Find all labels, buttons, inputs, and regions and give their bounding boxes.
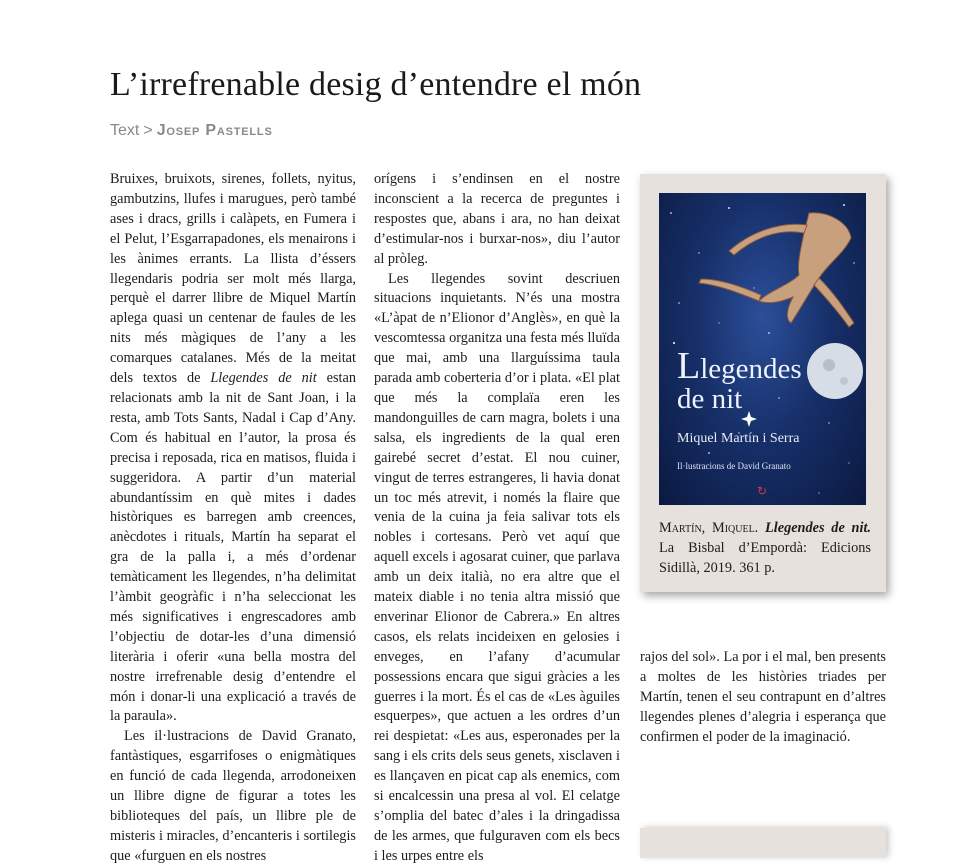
byline (110, 122, 273, 140)
caption-book-title: Llegendes de nit. (765, 520, 872, 536)
book-cover (659, 193, 866, 505)
cover-title (677, 345, 802, 415)
book-caption (659, 519, 871, 579)
paragraph: orígens i s’endinsen en el nostre inconscient a la recerca de preguntes i respostes que, abans i ara, no han deixat d’estimular-nos i burxar-nos», diu l’autor al pròleg. (374, 171, 620, 267)
book-card (640, 174, 886, 592)
cover-title-line2: de nit (677, 383, 743, 415)
paragraph: Les llegendes sovint descriuen situacions inquietants. N’és una mostra «L’àpat de n’Elionor d’Anglès», en què la vescomtessa organitza una festa més lluïda que mai, amb una llarguíssima taula parada amb coberteria d’or i plata. «El plat que més la complaïa eren les mandonguilles de carn magra, bolets i una salsa, els ingredients de la qual eren gairebé secret d’estat. El nou cuiner, vingut de terres estrangeres, li havia donat un toc més atrevit, i només la flaire que venia de la cuina ja feia salivar tots els nobles i cortesans. Però vet aquí que aquell excels i agosarat cuiner, que parlava amb un deix italià, no era altre que el mateix diable i no tenia altra missió que enverinar Elionor de Cabrera.» En altres casos, els relats incideixen en gelosies i enveges, en l’afany d’acumular possessions encara que sigui gràcies a les guerres i la mort. És el cas de «Les àguiles esquerpes», que actuen a les ordres d’un rei despietat: «Les aus, esperonades per la sang i els crits dels seus genets, xisclaven i es llançaven en picat cap als enemics, com si encalcessin una presa al vol. El celatge s’omplia del batec d’ales i la dringadissa de les armes, que fulguraven com els becs i les urpes entre els (374, 270, 620, 864)
cover-illustrator: Il·lustracions de David Granato (677, 461, 791, 471)
byline-author: Josep Pastells (156, 122, 273, 139)
byline-separator: > (143, 122, 153, 139)
article-column-1 (110, 170, 356, 864)
paragraph: Les il·lustracions de David Granato, fantàstiques, esgarrifoses o enigmàtiques en funció de cada llegenda, arrodoneixen un llibre digne de figurar a totes les biblioteques del país, un llibre ple de misteris i miracles, d’encanteris i sortilegis que «furguen en els nostres (110, 728, 356, 864)
caption-details: La Bisbal d’Empordà: Edicions Sidillà, 2019. 361 p. (659, 539, 871, 576)
cover-title-initial: L (677, 345, 701, 387)
article-column-2 (374, 170, 620, 864)
paragraph: rajos del sol». La por i el mal, ben presents a moltes de les històries triades per Martín, tenen el seu contrapunt en d’altres llegendes plenes d’alegria i esperança que confirmen el poder de la imaginació. (640, 649, 886, 745)
book-title-inline: Llegendes de nit (210, 370, 317, 387)
article-title: L’irrefrenable desig d’entendre el món (110, 66, 642, 103)
paragraph (110, 170, 356, 727)
cover-title-line1: legendes (700, 353, 802, 385)
paragraph-text: Bruixes, bruixots, sirenes, follets, nyitus, gambutzins, llufes i marugues, però també ases i dracs, grills i calàpets, en Fumera i el Pelut, l’Esgarrapadones, els menairons i les ànimes errants. La llista d’éssers llegendaris podria ser molt més llarga, perquè el darrer llibre de Miquel Martín aplega quasi un centenar de faules de les nits més màgiques de l’any a les comarques catalanes. Més de la meitat dels textos de (110, 171, 356, 387)
spiral-logo-icon: ↻ (757, 484, 768, 498)
byline-prefix: Text (110, 122, 140, 139)
article-column-3 (640, 648, 886, 788)
paragraph-text: estan relacionats amb la nit de Sant Joan, i la resta, amb Tots Sants, Nadal i Cap d’Any. Com és habitual en l’autor, la prosa és precisa i reposada, rica en matisos, fluida i suggeridora. A partir d’un material abundantíssim en què mites i dades històriques es barregen amb creences, anècdotes i rituals, Martín ha separat el gra de la palla i, a més d’ordenar temàticament les llegendes, n’ha delimitat l’àmbit geogràfic i n’ha seleccionat les més significatives i engrescadores amb l’objectiu de dotar-les d’una dimensió literària i oferir «una bella mostra del nostre irrefrenable desig d’entendre el món i donar-li una explicació a través de la paraula». (110, 370, 356, 725)
caption-author: Martín, Miquel. (659, 520, 759, 536)
next-book-card (640, 828, 886, 858)
cover-author: Miquel Martín i Serra (677, 431, 800, 446)
